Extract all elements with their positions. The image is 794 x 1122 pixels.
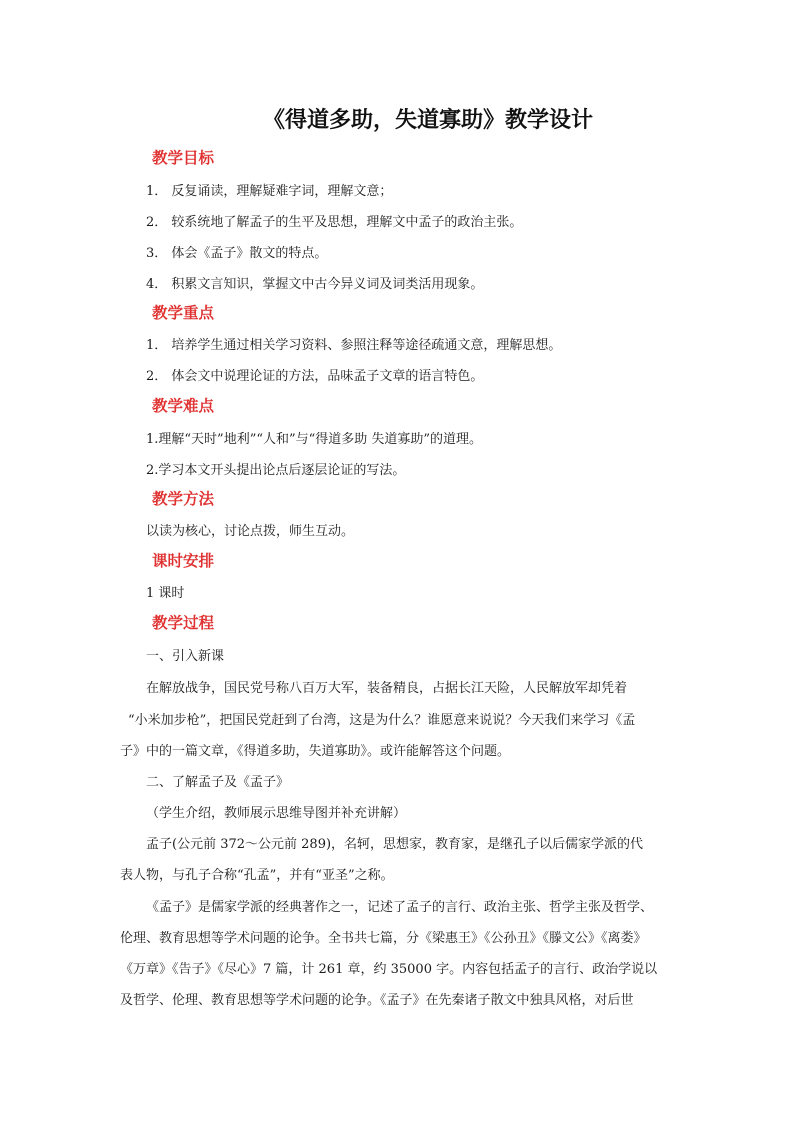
heading-process: 教学过程 <box>152 613 215 632</box>
page-title: 《得道多助，失道寡助》教学设计 <box>262 107 593 133</box>
heading-focus: 教学重点 <box>152 303 215 322</box>
process-step2-p2-line1: 《孟子》是儒家学派的经典著作之一，记述了孟子的言行、政治主张、哲学主张及哲学、 <box>146 900 654 915</box>
process-step2-p1-line2: 表人物，与孔子合称“孔孟”，并有“亚圣”之称。 <box>120 868 394 883</box>
process-step2-p2-line3: 《万章》《告子》《尽心》7 篇，计 261 章，约 35000 字。内容包括孟子的言行、政治学说以 <box>120 962 658 977</box>
heading-difficulty: 教学难点 <box>152 396 215 415</box>
focus-item-1: 1． 培养学生通过相关学习资料、参照注释等途径疏通文意，理解思想。 <box>146 338 562 353</box>
goal-item-1: 1． 反复诵读，理解疑难字词，理解文意； <box>146 184 393 199</box>
process-step2-p2-line4: 及哲学、伦理、教育思想等学术问题的论争。《孟子》在先秦诸子散文中独具风格，对后世 <box>120 993 634 1008</box>
difficulty-item-2: 2.学习本文开头提出论点后逐层论证的写法。 <box>146 463 406 478</box>
process-step2-p2-line2: 伦理、教育思想等学术问题的论争。全书共七篇，分《梁惠王》《公孙丑》《滕文公》《离娄》 <box>120 931 647 946</box>
heading-goals: 教学目标 <box>152 148 215 167</box>
process-step1-line2: “小米加步枪”，把国民党赶到了台湾，这是为什么？谁愿意来说说？今天我们来学习《孟 <box>128 713 636 728</box>
process-step1-title: 一、引入新课 <box>146 649 225 664</box>
process-step2-note: （学生介绍，教师展示思维导图并补充讲解） <box>146 806 407 821</box>
process-step1-line1: 在解放战争，国民党号称八百万大军，装备精良，占据长江天险，人民解放军却凭着 <box>146 681 628 696</box>
process-step2-title: 二、了解孟子及《孟子》 <box>146 775 290 790</box>
goal-item-2: 2． 较系统地了解孟子的生平及思想，理解文中孟子的政治主张。 <box>146 215 523 230</box>
process-step2-p1-line1: 孟子(公元前 372～公元前 289)，名轲，思想家，教育家，是继孔子以后儒家学派的代 <box>146 837 644 852</box>
method-text: 以读为核心，讨论点拨，师生互动。 <box>146 524 355 539</box>
goal-item-4: 4． 积累文言知识，掌握文中古今异义词及词类活用现象。 <box>146 277 484 292</box>
goal-item-3: 3． 体会《孟子》散文的特点。 <box>146 246 328 261</box>
focus-item-2: 2． 体会文中说理论证的方法，品味孟子文章的语言特色。 <box>146 369 484 384</box>
difficulty-item-1: 1.理解“天时”地利”“人和”与“得道多助 失道寡助”的道理。 <box>146 432 483 447</box>
heading-schedule: 课时安排 <box>152 551 215 570</box>
process-step1-line3: 子》中的一篇文章，《得道多助，失道寡助》。或许能解答这个问题。 <box>120 744 511 759</box>
schedule-text: 1 课时 <box>146 586 185 601</box>
heading-method: 教学方法 <box>152 489 215 508</box>
